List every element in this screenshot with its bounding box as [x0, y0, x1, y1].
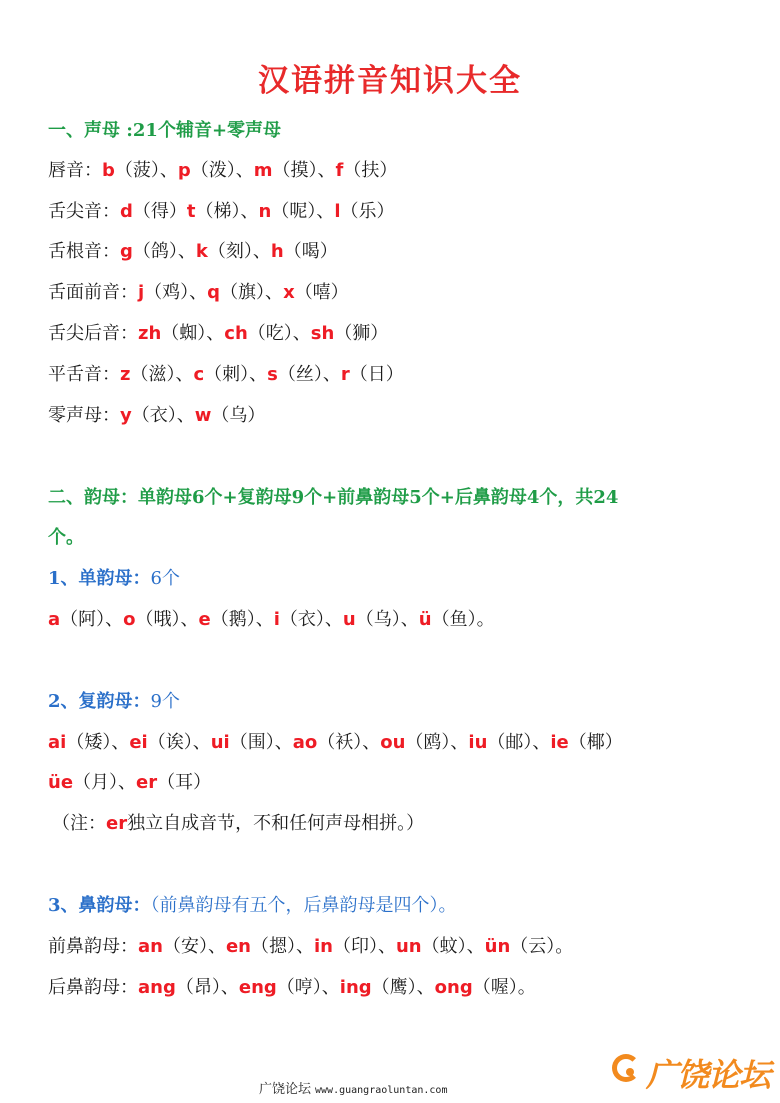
- example-char: （蜘）、: [161, 323, 225, 344]
- example-char: （喝）: [283, 241, 338, 262]
- example-char: （椰）: [568, 732, 623, 753]
- pinyin-letter: o: [123, 609, 136, 630]
- note-pinyin: er: [106, 813, 128, 834]
- pinyin-letter: ong: [434, 977, 473, 998]
- pinyin-letter: y: [120, 405, 132, 426]
- pinyin-letter: sh: [310, 323, 335, 344]
- pinyin-letter: c: [193, 364, 205, 385]
- pinyin-letter: an: [138, 936, 163, 957]
- initials-row: [48, 363, 744, 387]
- pinyin-letter: eng: [238, 977, 277, 998]
- example-char: （乌）、: [355, 609, 419, 630]
- pinyin-letter: l: [334, 201, 341, 222]
- pinyin-letter: ou: [380, 732, 406, 753]
- single-finals-heading: [48, 567, 744, 591]
- example-char: （哦）、: [135, 609, 199, 630]
- pinyin-letter: m: [253, 160, 273, 181]
- pinyin-letter: h: [270, 241, 284, 262]
- pinyin-letter: en: [225, 936, 251, 957]
- example-char: （鹅）、: [210, 609, 274, 630]
- example-char: （狮）: [334, 323, 389, 344]
- example-char: （诶）、: [147, 732, 211, 753]
- footer: [259, 1078, 447, 1097]
- pinyin-letter: g: [120, 241, 133, 262]
- back-nasal-row: [48, 976, 744, 1000]
- example-char: （哼）、: [276, 977, 340, 998]
- single-finals-list: [48, 608, 744, 632]
- example-char: （鱼）。: [431, 609, 495, 630]
- logo-text: 广饶论坛: [646, 1056, 771, 1094]
- pinyin-letter: x: [283, 282, 295, 303]
- pinyin-letter: a: [48, 609, 61, 630]
- initials-row: [48, 404, 744, 428]
- note-prefix: （注：: [52, 813, 106, 834]
- pinyin-letter: er: [136, 772, 158, 793]
- example-char: （吃）、: [247, 323, 311, 344]
- page-title: 汉语拼音知识大全: [258, 63, 522, 99]
- pinyin-letter: j: [138, 282, 145, 303]
- pinyin-letter: un: [395, 936, 422, 957]
- pinyin-letter: d: [120, 201, 133, 222]
- note-text: 独立自成音节，不和任何声母相拼。）: [127, 813, 425, 834]
- example-char: （摁）、: [251, 936, 314, 957]
- front-nasal-row: [48, 935, 744, 959]
- example-char: （日）: [349, 364, 404, 385]
- example-char: （呢）、: [271, 201, 335, 222]
- row-label: 唇音：: [48, 160, 102, 181]
- example-char: （袄）、: [317, 732, 381, 753]
- example-char: （印）、: [332, 936, 396, 957]
- pinyin-letter: ai: [48, 732, 67, 753]
- example-char: （鸡）、: [144, 282, 208, 303]
- initials-row: [48, 322, 744, 346]
- pinyin-letter: ei: [129, 732, 148, 753]
- compound-finals-label: 2、复韵母：: [48, 691, 151, 712]
- initials-row: [48, 159, 744, 183]
- pinyin-letter: ü: [418, 609, 432, 630]
- example-char: （鸥）、: [405, 732, 469, 753]
- initials-row: [48, 200, 744, 224]
- example-char: （矮）、: [66, 732, 130, 753]
- pinyin-letter: r: [340, 364, 350, 385]
- example-char: （滋）、: [130, 364, 194, 385]
- example-char: （邮）、: [487, 732, 551, 753]
- pinyin-letter: üe: [48, 772, 74, 793]
- example-char: （衣）、: [131, 405, 195, 426]
- row-label: 舌根音：: [48, 241, 120, 262]
- nasal-finals-heading: [48, 894, 744, 918]
- section2-heading-cont: 个。: [48, 527, 84, 548]
- single-finals-count: 6个: [150, 568, 180, 589]
- compound-finals-heading: [48, 690, 744, 714]
- example-char: （耳）: [157, 772, 212, 793]
- pinyin-letter: in: [314, 936, 333, 957]
- compound-finals-list-cont: [48, 771, 744, 795]
- example-char: （衣）、: [279, 609, 343, 630]
- example-char: （旗）、: [220, 282, 284, 303]
- pinyin-letter: iu: [468, 732, 488, 753]
- pinyin-letter: k: [195, 241, 208, 262]
- initials-row: [48, 240, 744, 264]
- pinyin-letter: b: [102, 160, 115, 181]
- back-nasal-list: [138, 977, 536, 998]
- pinyin-letter: t: [186, 201, 196, 222]
- example-char: （菠）、: [114, 160, 178, 181]
- row-label: 舌尖后音：: [48, 323, 138, 344]
- pinyin-letter: ün: [484, 936, 511, 957]
- front-nasal-label: 前鼻韵母：: [48, 936, 138, 957]
- example-char: （鸽）、: [132, 241, 196, 262]
- nasal-finals-label: 3、鼻韵母：: [48, 895, 151, 916]
- pinyin-letter: z: [120, 364, 131, 385]
- example-char: （蚊）、: [421, 936, 485, 957]
- example-char: （围）、: [229, 732, 293, 753]
- example-char: （月）、: [73, 772, 137, 793]
- example-char: （乌）: [211, 405, 266, 426]
- pinyin-letter: ing: [339, 977, 372, 998]
- example-char: （鹰）、: [371, 977, 435, 998]
- example-char: （乐）: [340, 201, 395, 222]
- row-label: 平舌音：: [48, 364, 120, 385]
- pinyin-letter: n: [258, 201, 272, 222]
- example-char: （昂）、: [175, 977, 239, 998]
- example-char: （摸）、: [272, 160, 336, 181]
- example-char: （云）。: [510, 936, 574, 957]
- initials-row: [48, 281, 744, 305]
- logo-mark-icon: [612, 1054, 640, 1082]
- pinyin-letter: ie: [550, 732, 569, 753]
- example-char: （刻）、: [207, 241, 271, 262]
- example-char: （丝）、: [277, 364, 341, 385]
- example-char: （安）、: [162, 936, 226, 957]
- single-finals-label: 1、单韵母：: [48, 568, 151, 589]
- row-label: 舌尖音：: [48, 201, 120, 222]
- pinyin-letter: f: [335, 160, 344, 181]
- example-char: （泼）、: [190, 160, 254, 181]
- example-char: （梯）、: [195, 201, 259, 222]
- compound-finals-count: 9个: [150, 691, 180, 712]
- footer-url: www.guangraoluntan.com: [315, 1085, 448, 1096]
- section2-heading: 二、韵母：单韵母6个+复韵母9个+前鼻韵母5个+后鼻韵母4个，共24: [48, 487, 619, 508]
- compound-finals-list: [48, 731, 744, 755]
- row-label: 零声母：: [48, 405, 120, 426]
- pinyin-letter: i: [273, 609, 280, 630]
- footer-site: 广饶论坛: [259, 1082, 312, 1097]
- pinyin-letter: ch: [224, 323, 248, 344]
- pinyin-letter: ui: [210, 732, 230, 753]
- example-char: （得）: [132, 201, 187, 222]
- example-char: （喔）。: [472, 977, 536, 998]
- compound-finals-note: [52, 812, 744, 836]
- example-char: （扶）: [343, 160, 398, 181]
- front-nasal-list: [138, 936, 573, 957]
- pinyin-letter: p: [177, 160, 191, 181]
- section1-heading: 一、声母 :21个辅音+零声母: [48, 120, 282, 141]
- example-char: （刺）、: [204, 364, 268, 385]
- pinyin-letter: u: [342, 609, 356, 630]
- pinyin-letter: ang: [138, 977, 176, 998]
- pinyin-letter: ao: [292, 732, 318, 753]
- pinyin-letter: zh: [138, 323, 162, 344]
- back-nasal-label: 后鼻韵母：: [48, 977, 138, 998]
- pinyin-letter: q: [207, 282, 221, 303]
- nasal-finals-desc: （前鼻韵母有五个，后鼻韵母是四个）。: [150, 895, 457, 916]
- row-label: 舌面前音：: [48, 282, 138, 303]
- pinyin-letter: w: [194, 405, 212, 426]
- pinyin-letter: e: [198, 609, 211, 630]
- example-char: （阿）、: [60, 609, 124, 630]
- example-char: （嘻）: [294, 282, 349, 303]
- site-logo: [612, 1050, 778, 1094]
- pinyin-letter: s: [267, 364, 278, 385]
